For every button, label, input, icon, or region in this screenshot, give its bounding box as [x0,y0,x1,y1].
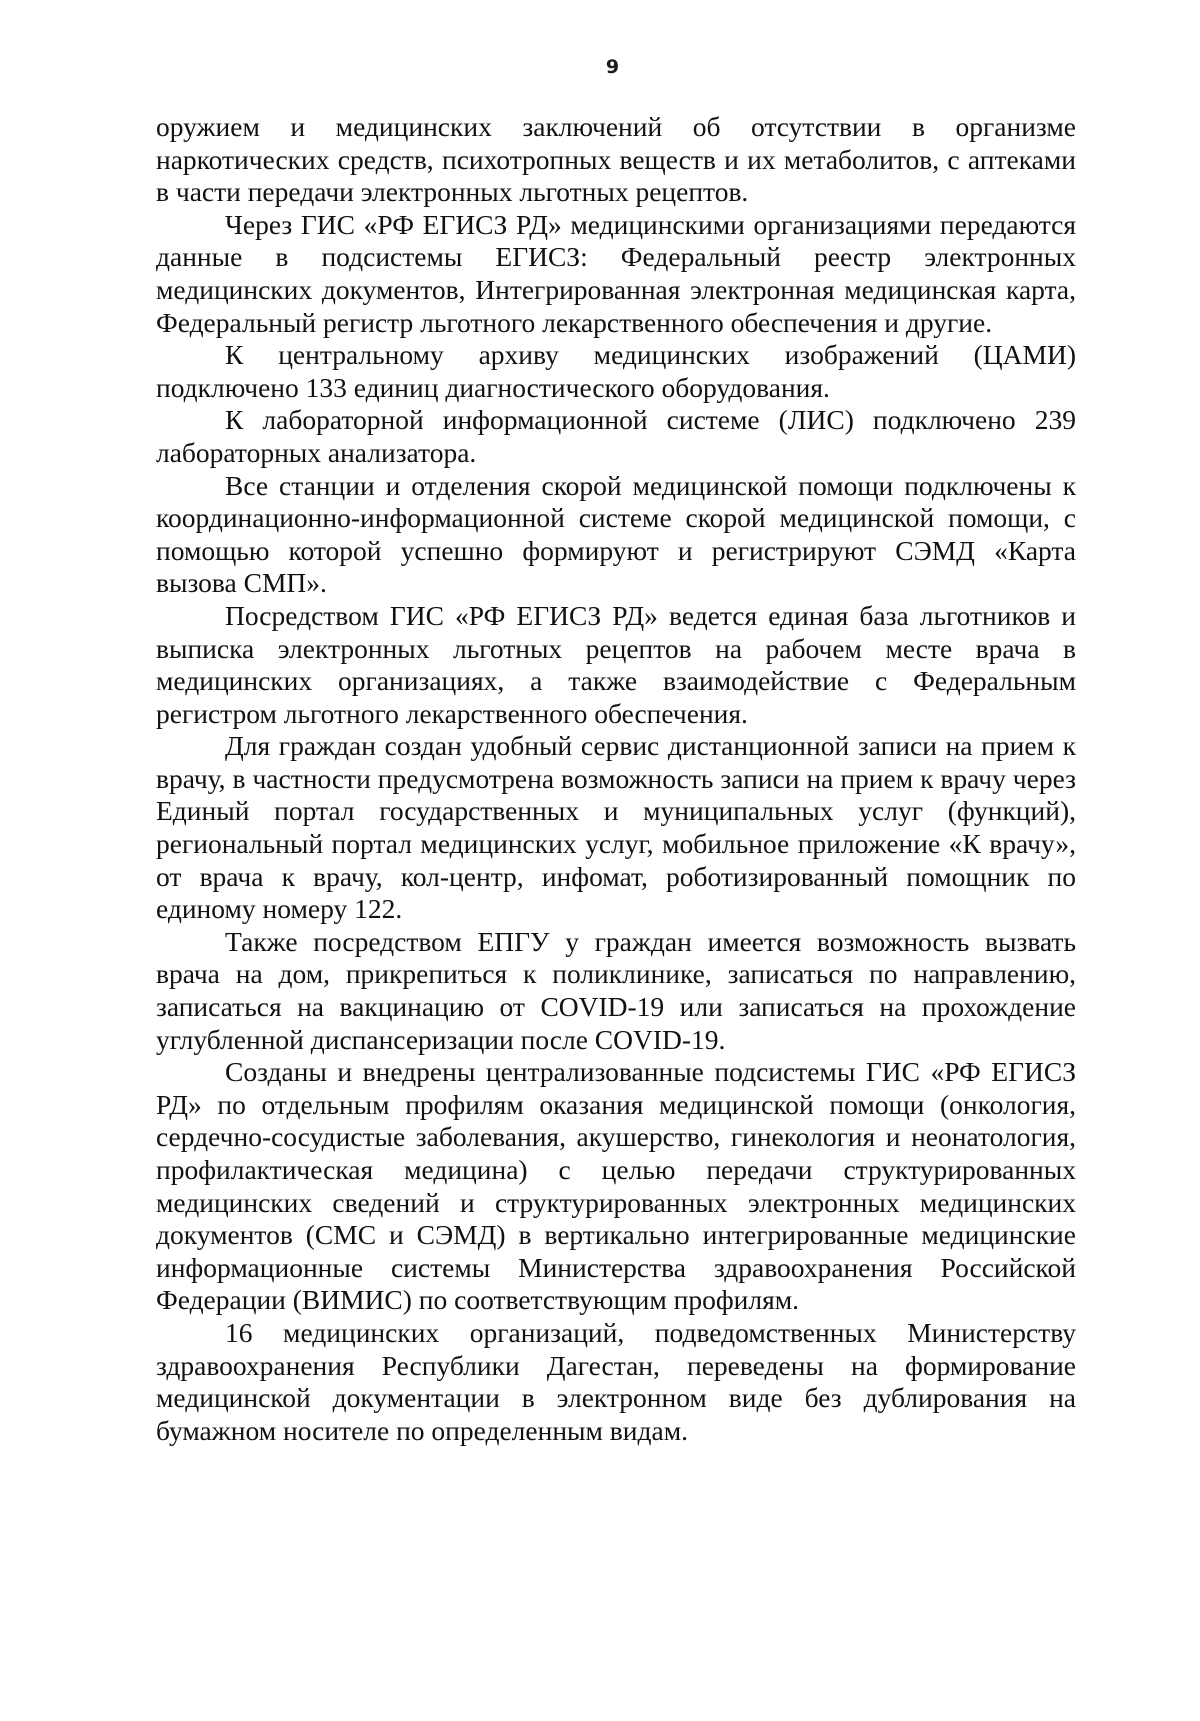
paragraph-epgu-services: Также посредством ЕПГУ у граждан имеется возможность вызвать врача на дом, прикрепиться к поликлинике, записаться по направлению, записаться на вакцинацию от COVID-19 или записаться на прохождение углубленной диспансеризации после COVID-19. [156,925,1076,1055]
paragraph-cami-archive: К центральному архиву медицинских изображений (ЦАМИ) подключено 133 единиц диагностического оборудования. [156,339,1076,403]
paragraph-centralized-subsystems: Созданы и внедрены централизованные подсистемы ГИС «РФ ЕГИСЗ РД» по отдельным профилям оказания медицинской помощи (онкология, сердечно-сосудистые заболевания, акушерство, гинекология и неонатология, профилактическая медицина) с целью передачи структурированных медицинских сведений и структурированных электронных медицинских документов (СМС и СЭМД) в вертикально интегрированные медицинские информационные системы Министерства здравоохранения Российской Федерации (ВИМИС) по соответствующим профилям. [156,1056,1076,1316]
paragraph-gis-data-transfer: Через ГИС «РФ ЕГИСЗ РД» медицинскими организациями передаются данные в подсистемы ЕГИСЗ: Федеральный реестр электронных медицинских документов, Интегрированная электронная медицинская карта, Федеральный регистр льготного лекарственного обеспечения и другие. [156,208,1076,338]
page-number: 9 [605,56,620,78]
paragraph-ambulance-stations: Все станции и отделения скорой медицинской помощи подключены к координационно-информационной системе скорой медицинской помощи, с помощью которой успешно формируют и регистрируют СЭМД «Карта вызова СМП». [156,469,1076,599]
paragraph-continuation: оружием и медицинских заключений об отсутствии в организме наркотических средств, психотропных веществ и их метаболитов, с аптеками в части передачи электронных льготных рецептов. [156,111,1076,208]
paragraph-lis-system: К лабораторной информационной системе (ЛИС) подключено 239 лабораторных анализатора. [156,404,1076,468]
paragraph-preferential-database: Посредством ГИС «РФ ЕГИСЗ РД» ведется единая база льготников и выписка электронных льготных рецептов на рабочем месте врача в медицинских организациях, а также взаимодействие с Федеральным регистром льготного лекарственного обеспечения. [156,599,1076,729]
paragraph-remote-appointment: Для граждан создан удобный сервис дистанционной записи на прием к врачу, в частности предусмотрена возможность записи на прием к врачу через Единый портал государственных и муниципальных услуг (функций), региональный портал медицинских услуг, мобильное приложение «К врачу», от врача к врачу, кол-центр, инфомат, роботизированный помощник по единому номеру 122. [156,730,1076,925]
paragraph-electronic-documentation: 16 медицинских организаций, подведомственных Министерству здравоохранения Республики Дагестан, переведены на формирование медицинской документации в электронном виде без дублирования на бумажном носителе по определенным видам. [156,1316,1076,1446]
document-body [156,111,1076,1447]
